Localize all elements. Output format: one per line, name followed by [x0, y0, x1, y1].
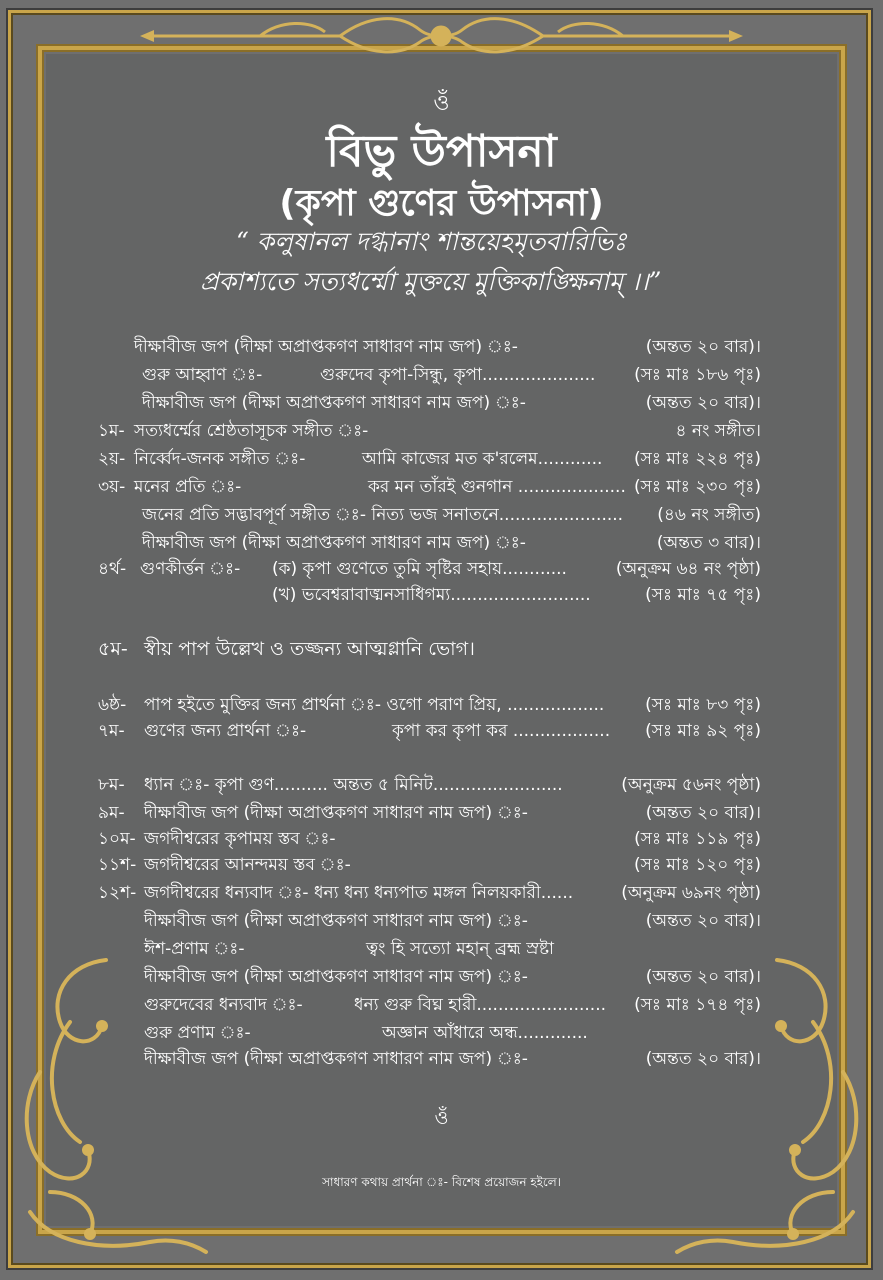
item-left-text: মনের প্রতি ঃ-	[134, 477, 242, 497]
item-right-text: (সঃ মাঃ ২৩০ পৃঃ)	[634, 477, 761, 497]
item-right-text: (অনুক্রম ৫৬নং পৃষ্ঠা)	[621, 775, 761, 795]
item-right-text: (সঃ মাঃ ৮৩ পৃঃ)	[645, 695, 761, 715]
item-left-text: ধ্যান ঃ- কৃপা গুণ.......... অন্তত ৫ মিনিট........................	[144, 775, 563, 795]
sanskrit-quote-line-1: “ কলুষানল দগ্ধানাং শান্তয়েহমৃতবারিভিঃ	[236, 227, 627, 256]
item-left-text: দীক্ষাবীজ জপ (দীক্ষা অপ্রাপ্তকগণ সাধারণ নাম জপ) ঃ-	[144, 1049, 528, 1069]
item-left-text: দীক্ষাবীজ জপ (দীক্ষা অপ্রাপ্তকগণ সাধারণ নাম জপ) ঃ-	[142, 533, 526, 553]
item-number: ৩য়-	[98, 477, 126, 497]
item-left-text: পাপ হইতে মুক্তির জন্য প্রার্থনা ঃ- ওগো পরাণ প্রিয়, ..................	[144, 695, 605, 715]
item-right-text: (অন্তত ২০ বার)।	[645, 911, 761, 931]
item-number: ৫ম-	[98, 638, 128, 660]
item-left-text: দীক্ষাবীজ জপ (দীক্ষা অপ্রাপ্তকগণ সাধারণ নাম জপ) ঃ-	[144, 967, 528, 987]
item-right-text: (সঃ মাঃ ৭৫ পৃঃ)	[645, 585, 761, 605]
item-left-text: জগদীশ্বরের ধন্যবাদ ঃ- ধন্য ধন্য ধন্যপাত মঙ্গল নিলয়কারী......	[144, 883, 574, 903]
page-title: বিভু উপাসনা	[326, 126, 557, 177]
item-left-text: গুণকীর্ত্তন ঃ-	[140, 559, 241, 579]
item-right-text: (সঃ মাঃ ১২০ পৃঃ)	[634, 855, 761, 875]
item-left-text: জনের প্রতি সদ্ভাবপূর্ণ সঙ্গীত ঃ- নিত্য ভজ সনাতনে.......................	[142, 505, 624, 525]
item-number: ২য়-	[98, 449, 126, 469]
item-left-text: দীক্ষাবীজ জপ (দীক্ষা অপ্রাপ্তকগণ সাধারণ নাম জপ) ঃ-	[144, 911, 528, 931]
page-subtitle: (কৃপা গুণের উপাসনা)	[279, 183, 604, 224]
item-right-text: (সঃ মাঃ ১৭৪ পৃঃ)	[634, 995, 761, 1015]
item-mid-text: (ক) কৃপা গুণেতে তুমি সৃষ্টির সহায়............	[272, 559, 567, 579]
item-mid-text: কৃপা কর কৃপা কর ..................	[392, 721, 611, 741]
item-right-text: (অন্তত ২০ বার)।	[645, 1049, 761, 1069]
item-mid-text: গুরুদেব কৃপা-সিন্ধু, কৃপা.....................	[320, 365, 596, 385]
item-right-text: ৪ নং সঙ্গীত।	[675, 421, 761, 441]
item-left-text: গুরুদেবের ধন্যবাদ ঃ-	[144, 995, 303, 1015]
item-right-text: (অন্তত ২০ বার)।	[645, 967, 761, 987]
item-number: ১০ম-	[98, 829, 136, 849]
item-right-text: (অন্তত ২০ বার)।	[645, 337, 761, 357]
item-left-text: গুণের জন্য প্রার্থনা ঃ-	[144, 721, 307, 741]
item-right-text: (অনুক্রম ৬৯নং পৃষ্ঠা)	[621, 883, 761, 903]
item-number: ৮ম-	[98, 775, 125, 795]
item-mid-text: কর মন তাঁরই গুনগান ....................	[368, 477, 626, 497]
item-mid-text: আমি কাজের মত ক'রলেম............	[362, 449, 603, 469]
item-left-text: জগদীশ্বরের কৃপাময় স্তব ঃ-	[144, 829, 336, 849]
item-left-text: দীক্ষাবীজ জপ (দীক্ষা অপ্রাপ্তকগণ সাধারণ নাম জপ) ঃ-	[134, 337, 518, 357]
footer-om-symbol: ওঁ	[434, 1107, 449, 1129]
item-mid-text: অজ্ঞান আঁধারে অন্ধ.............	[382, 1023, 588, 1043]
item-right-text: (সঃ মাঃ ১৮৬ পৃঃ)	[634, 365, 761, 385]
item-left-text: দীক্ষাবীজ জপ (দীক্ষা অপ্রাপ্তকগণ সাধারণ নাম জপ) ঃ-	[144, 803, 528, 823]
item-number: ৬ষ্ঠ-	[98, 695, 127, 715]
item-right-text: (অনুক্রম ৬৪ নং পৃষ্ঠা)	[615, 559, 761, 579]
item-number: ১ম-	[98, 421, 125, 441]
item-number: ৪র্থ-	[98, 559, 127, 579]
item-mid-text: ত্বং হি সত্যো মহান্ ব্রহ্ম স্রষ্টা	[366, 939, 554, 959]
item-left-text: স্বীয় পাপ উল্লেখ ও তজ্জন্য আত্মগ্লানি ভোগ।	[144, 638, 475, 660]
item-left-text: গুরু প্রণাম ঃ-	[144, 1023, 251, 1043]
item-number: ৭ম-	[98, 721, 125, 741]
item-left-text: দীক্ষাবীজ জপ (দীক্ষা অপ্রাপ্তকগণ সাধারণ নাম জপ) ঃ-	[142, 393, 526, 413]
item-left-text: ঈশ-প্রণাম ঃ-	[144, 939, 245, 959]
om-symbol: ওঁ	[433, 91, 450, 116]
item-left-text: গুরু আহ্বাণ ঃ-	[142, 365, 263, 385]
item-number: ১১শ-	[98, 855, 137, 875]
item-number: ১২শ-	[98, 883, 137, 903]
item-right-text: (সঃ মাঃ ৯২ পৃঃ)	[645, 721, 761, 741]
item-right-text: (সঃ মাঃ ২২৪ পৃঃ)	[634, 449, 761, 469]
item-right-text: (অন্তত ২০ বার)।	[645, 803, 761, 823]
item-mid-text: (খ) ভবেশ্বরাবাঙ্মনসাধিগম্য..........................	[272, 585, 591, 605]
item-left-text: সত্যধর্ম্মের শ্রেষ্ঠতাসূচক সঙ্গীত ঃ-	[134, 421, 369, 441]
footer-note: সাধারণ কথায় প্রার্থনা ঃ- বিশেষ প্রয়োজন হইলে।	[322, 1175, 561, 1189]
item-number: ৯ম-	[98, 803, 125, 823]
item-mid-text: ধন্য গুরু বিঘ্ন হারী........................	[354, 995, 607, 1015]
item-left-text: জগদীশ্বরের আনন্দময় স্তব ঃ-	[144, 855, 351, 875]
sanskrit-quote-line-2: প্রকাশ্যতে সত্যধর্ম্মো মুক্তয়ে মুক্তিকাঙ্ক্ষিনাম্ ।।”	[200, 267, 662, 296]
item-right-text: (৪৬ নং সঙ্গীত)	[657, 505, 761, 525]
item-right-text: (অন্তত ৩ বার)।	[656, 533, 761, 553]
item-right-text: (সঃ মাঃ ১১৯ পৃঃ)	[634, 829, 761, 849]
item-right-text: (অন্তত ২০ বার)।	[645, 393, 761, 413]
item-left-text: নির্ব্বেদ-জনক সঙ্গীত ঃ-	[134, 449, 306, 469]
